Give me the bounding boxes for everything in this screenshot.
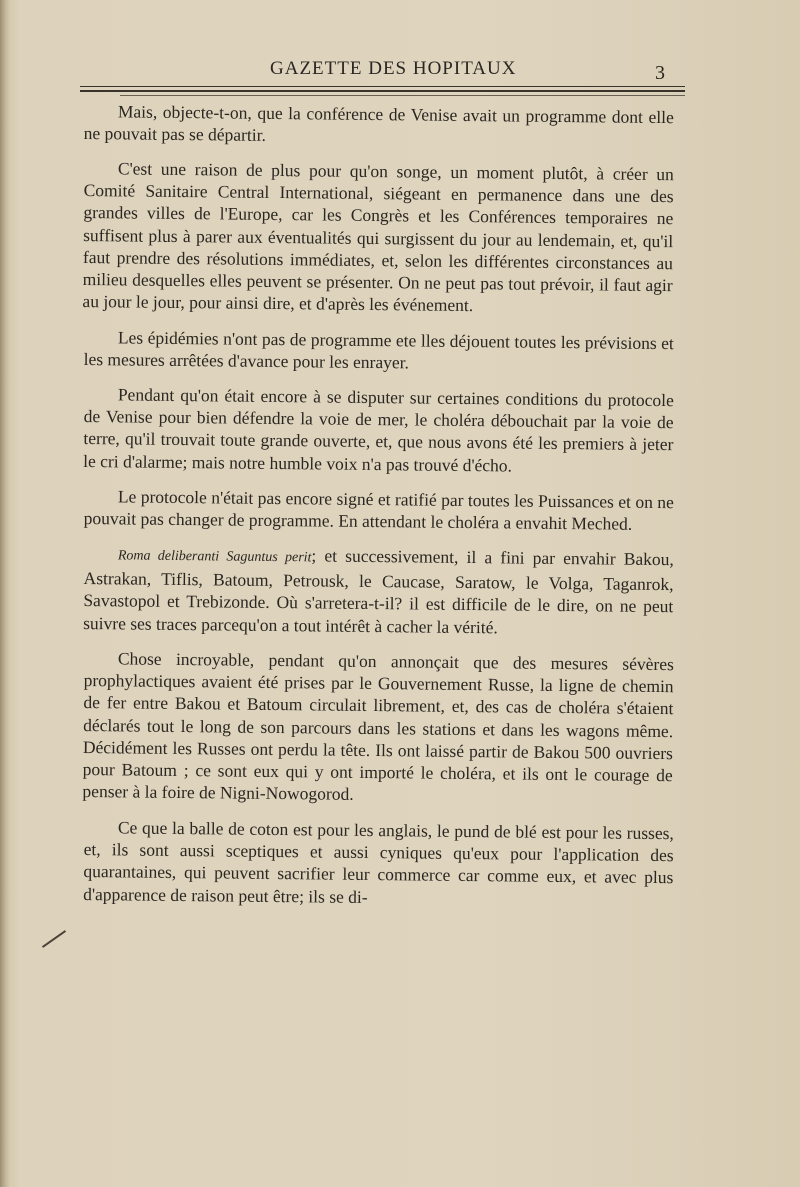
article-body (84, 100, 674, 918)
header-rule-thick (80, 90, 685, 92)
paragraph-6 (83, 542, 674, 640)
paragraph-5: Le protocole n'était pas encore signé et ratifié par toutes les Puissances et on ne pouvait pas changer de programme. En attendant le choléra a envahit Meched. (83, 486, 674, 534)
paragraph-2: C'est une raison de plus pour qu'on songe, un moment plutôt, à créer un Comité Sanitaire Central International, siégeant en permanence dans une des grandes villes de l'Europe, car les Congrès et les Conférences temporaires ne suffisent plus à parer aux éventualités qui surgissent du jour au lendemain, et, qu'il faut prendre des résolutions immédiates, et, selon les différentes circonstances au milieu desquelles elles peuvent se présenter. On ne peut pas tout prévoir, il faut agir au jour le jour, pour ainsi dire, et d'après les événement. (82, 158, 674, 316)
page-number: 3 (655, 62, 665, 84)
paragraph-7: Chose incroyable, pendant qu'on annonçait que des mesures sévères prophylactiques avaient été prises par le Gouvernement Russe, la ligne de chemin de fer entre Bakou et Batoum circulait librement, et, des cas de choléra s'étaient déclarés tout le long de son parcours dans les stations et dans les wagons même. Décidément les Russes ont perdu la tête. Ils ont laissé partir de Bakou 500 ouvriers pour Batoum ; ce sont eux qui y ont importé le choléra, et ils ont le courage de penser à la foire de Nigni-Nowogorod. (82, 648, 674, 805)
header-rule (80, 86, 685, 87)
header-title: GAZETTE DES HOPITAUX (270, 58, 517, 79)
paragraph-6-text: ; et successivement, il a fini par envahir Bakou, Astrakan, Tiflis, Batoum, Petrousk, le Caucase, Saratow, le Volga, Taganrok, Savastopol et Trebizonde. Où s'arretera-t-il? il est difficile de le dire, on ne peut suivre ses traces parcequ'on a tout intérêt à cacher la vérité. (83, 545, 674, 638)
paragraph-1: Mais, objecte-t-on, que la conférence de Venise avait un programme dont elle ne pouvait pas se départir. (83, 101, 674, 146)
paragraph-4: Pendant qu'on était encore à se disputer sur certaines conditions du protocole de Venise pour bien défendre la voie de mer, le choléra débouchait par la voie de terre, qu'il trouvait toute grande ouverte, et, que nous avons été les premiers à jeter le cri d'alarme; mais notre humble voix n'a pas trouvé d'écho. (83, 384, 674, 476)
header-rule-thin (120, 95, 685, 96)
latin-quote: Roma deliberanti Saguntus perit (117, 548, 312, 566)
page-edge-shadow (0, 0, 10, 1187)
paragraph-8: Ce que la balle de coton est pour les anglais, le pund de blé est pour les russes, et, ils sont aussi sceptiques et aussi cyniques qu'eux pour l'application des quarantaines, qui peuvent sacrifier leur commerce car comme eux, et avec plus d'apparence de raison peut être; ils se di- (83, 817, 674, 907)
running-header (80, 58, 685, 88)
pencil-mark (42, 930, 66, 948)
paragraph-3: Les épidémies n'ont pas de programme ete lles déjouent toutes les prévisions et les mesures arrêtées d'avance pour les enrayer. (83, 327, 674, 373)
